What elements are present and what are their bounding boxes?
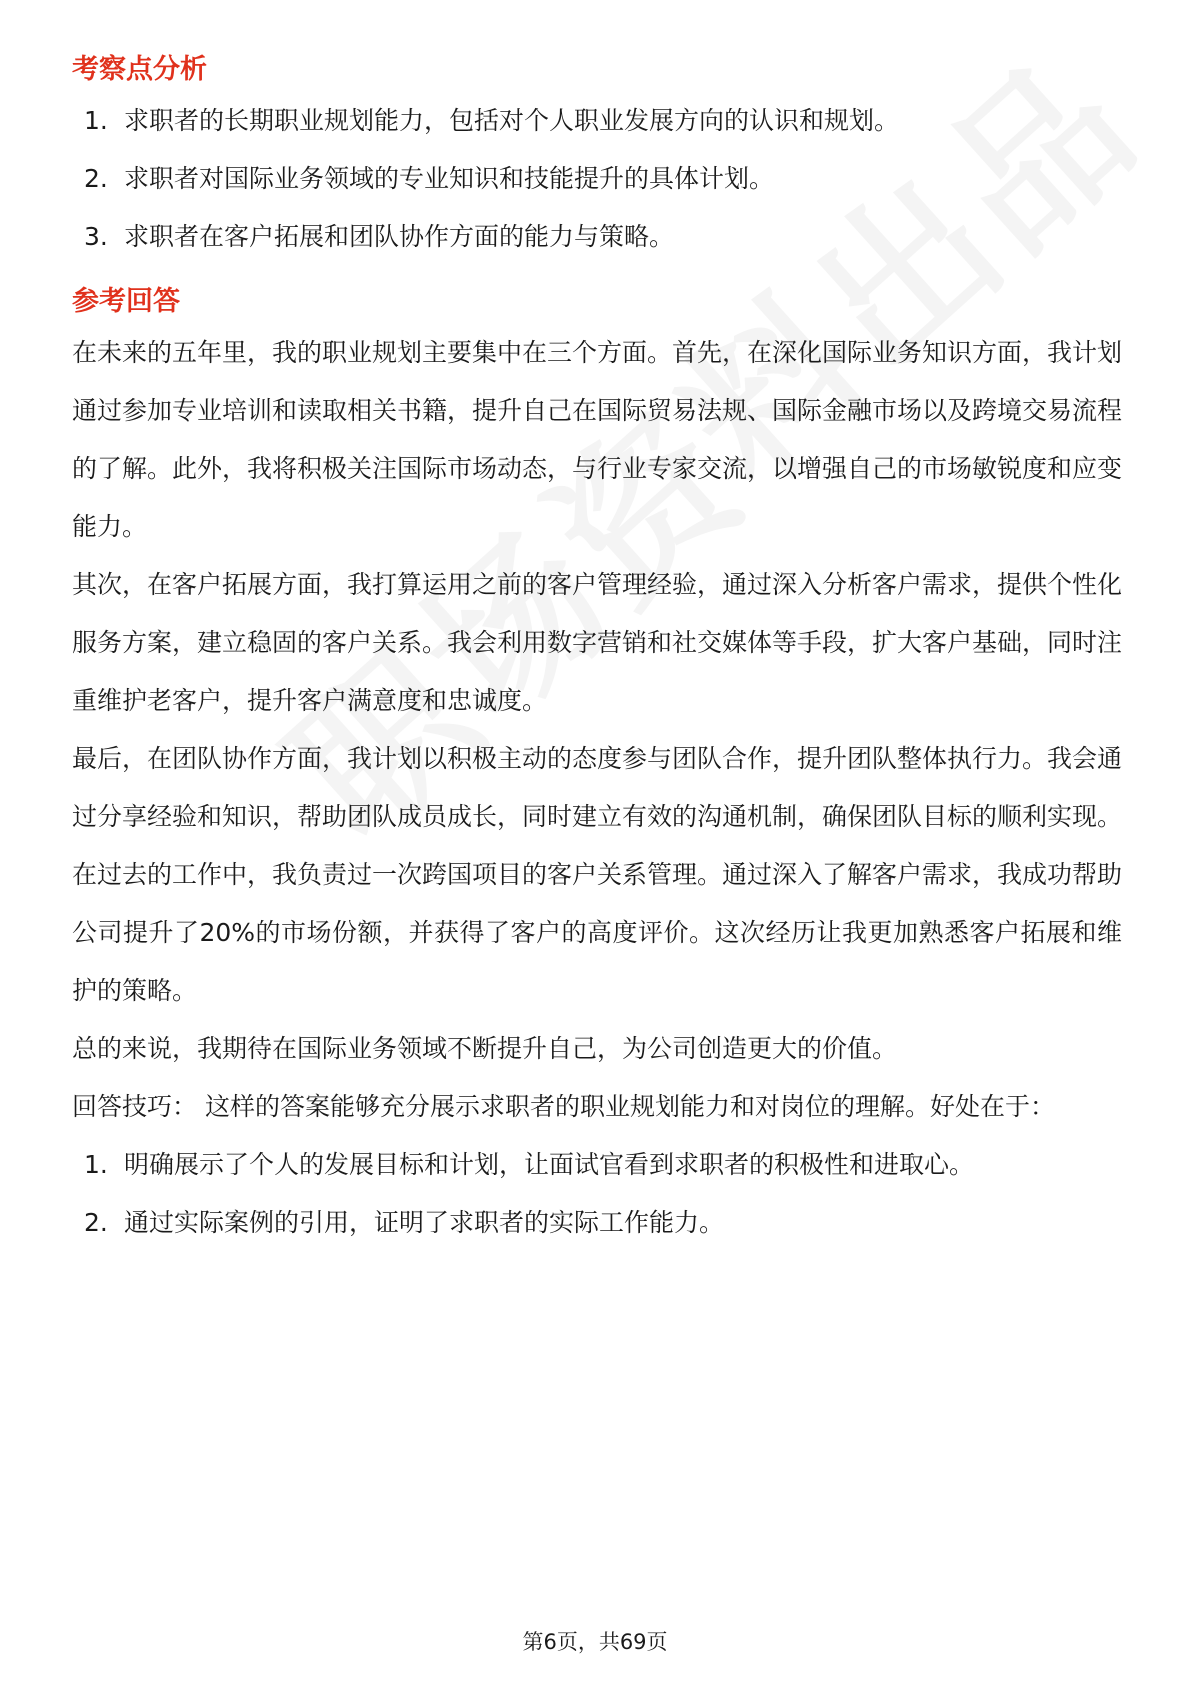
- tips-list: [72, 1136, 1122, 1252]
- list-item: [72, 1136, 1122, 1194]
- list-item: [72, 208, 1122, 266]
- list-item-text: 求职者的长期职业规划能力，包括对个人职业发展方向的认识和规划。: [124, 106, 900, 135]
- document-body: [72, 48, 1122, 1252]
- list-item: [72, 150, 1122, 208]
- section-title-answer: 参考回答: [72, 286, 180, 317]
- list-number: 1.: [84, 1150, 108, 1179]
- answer-paragraph: 总的来说，我期待在国际业务领域不断提升自己，为公司创造更大的价值。: [72, 1034, 898, 1063]
- list-item-text: 通过实际案例的引用，证明了求职者的实际工作能力。: [124, 1208, 725, 1237]
- page-number: 第6页，共69页: [522, 1630, 668, 1654]
- list-item-text: 求职者对国际业务领域的专业知识和技能提升的具体计划。: [124, 164, 775, 193]
- list-item-text: 求职者在客户拓展和团队协作方面的能力与策略。: [124, 222, 675, 251]
- list-item-text: 明确展示了个人的发展目标和计划，让面试官看到求职者的积极性和进取心。: [124, 1150, 975, 1179]
- list-number: 2.: [84, 164, 108, 193]
- list-item: [72, 1194, 1122, 1252]
- answer-tips-intro: 回答技巧： 这样的答案能够充分展示求职者的职业规划能力和对岗位的理解。好处在于：: [72, 1092, 1055, 1121]
- list-number: 2.: [84, 1208, 108, 1237]
- answer-paragraph: 最后，在团队协作方面，我计划以积极主动的态度参与团队合作，提升团队整体执行力。我会通过分享经验和知识，帮助团队成员成长，同时建立有效的沟通机制，确保团队目标的顺利实现。: [72, 744, 1123, 831]
- analysis-list: [72, 92, 1122, 266]
- list-number: 3.: [84, 222, 108, 251]
- answer-paragraph: 其次，在客户拓展方面，我打算运用之前的客户管理经验，通过深入分析客户需求，提供个性化服务方案，建立稳固的客户关系。我会利用数字营销和社交媒体等手段，扩大客户基础，同时注重维护老客户，提升客户满意度和忠诚度。: [72, 570, 1123, 715]
- section-title-analysis: 考察点分析: [72, 54, 207, 85]
- answer-paragraph: 在过去的工作中，我负责过一次跨国项目的客户关系管理。通过深入了解客户需求，我成功帮助公司提升了20%的市场份额，并获得了客户的高度评价。这次经历让我更加熟悉客户拓展和维护的策略。: [72, 860, 1123, 1005]
- list-number: 1.: [84, 106, 108, 135]
- answer-paragraph: 在未来的五年里，我的职业规划主要集中在三个方面。首先，在深化国际业务知识方面，我计划通过参加专业培训和读取相关书籍，提升自己在国际贸易法规、国际金融市场以及跨境交易流程的了解。此外，我将积极关注国际市场动态，与行业专家交流，以增强自己的市场敏锐度和应变能力。: [72, 338, 1123, 541]
- list-item: [72, 92, 1122, 150]
